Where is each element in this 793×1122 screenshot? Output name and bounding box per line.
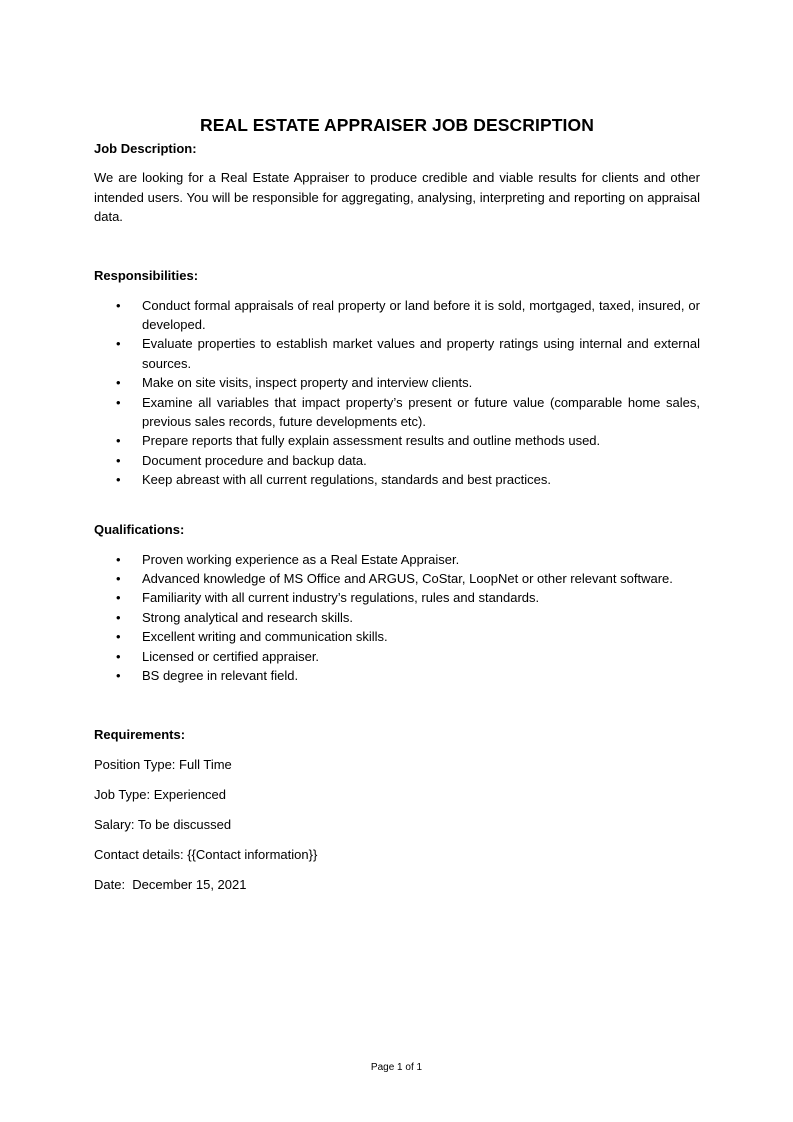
list-item — [94, 588, 700, 607]
responsibilities-section — [94, 266, 700, 490]
contact-details: Contact details: {{Contact information}} — [94, 847, 318, 863]
list-item — [94, 550, 700, 569]
requirements-heading: Requirements: — [94, 727, 186, 743]
qualifications-section — [94, 520, 700, 686]
list-item — [94, 451, 700, 470]
bullet-icon: • — [116, 551, 121, 567]
list-item — [94, 296, 700, 335]
list-item — [94, 470, 700, 489]
list-item-text: Familiarity with all current industry’s regulations, rules and standards. — [142, 590, 540, 606]
job-description-heading: Job Description: — [94, 141, 197, 156]
requirements-section — [94, 725, 700, 894]
list-item — [94, 608, 700, 627]
list-item-text: Licensed or certified appraiser. — [142, 648, 320, 664]
bullet-icon: • — [116, 297, 121, 313]
responsibilities-list — [94, 296, 700, 490]
document-body — [94, 112, 700, 894]
job-type: Job Type: Experienced — [94, 787, 227, 803]
bullet-icon: • — [116, 472, 121, 488]
list-item-text: Prepare reports that fully explain assessment results and outline methods used. — [142, 433, 601, 449]
list-item — [94, 647, 700, 666]
list-item-text: Keep abreast with all current regulations, standards and best practices. — [142, 472, 552, 488]
position-type: Position Type: Full Time — [94, 757, 232, 773]
bullet-icon: • — [116, 668, 121, 683]
document-date: Date: December 15, 2021 — [94, 877, 247, 893]
bullet-icon: • — [116, 609, 121, 625]
bullet-icon: • — [116, 648, 121, 664]
responsibilities-heading: Responsibilities: — [94, 267, 199, 283]
list-item — [94, 393, 700, 432]
list-item-text: Conduct formal appraisals of real property or land before it is sold, mortgaged, taxed, insured, or developed. — [142, 297, 700, 332]
list-item-text: Proven working experience as a Real Estate Appraiser. — [142, 551, 460, 567]
document-title: REAL ESTATE APPRAISER JOB DESCRIPTION — [200, 115, 594, 135]
bullet-icon: • — [116, 590, 121, 606]
bullet-icon: • — [116, 375, 121, 391]
list-item-text: Evaluate properties to establish market values and property ratings using internal and external sources. — [142, 336, 700, 371]
list-item — [94, 373, 700, 392]
list-item-text: Examine all variables that impact property’s present or future value (comparable home sales, previous sales records, future developments etc). — [142, 394, 700, 429]
list-item — [94, 666, 700, 685]
list-item-text: Excellent writing and communication skills. — [142, 629, 388, 645]
bullet-icon: • — [116, 570, 121, 586]
list-item — [94, 569, 700, 588]
list-item-text: Strong analytical and research skills. — [142, 609, 353, 625]
list-item — [94, 627, 700, 646]
list-item — [94, 431, 700, 450]
page-number: Page 1 of 1 — [370, 1062, 423, 1073]
list-item — [94, 334, 700, 373]
qualifications-heading: Qualifications: — [94, 521, 185, 537]
bullet-icon: • — [116, 394, 121, 410]
bullet-icon: • — [116, 629, 121, 645]
list-item-text: Advanced knowledge of MS Office and ARGUS, CoStar, LoopNet or other relevant software. — [142, 570, 673, 586]
job-description-section — [94, 139, 700, 227]
bullet-icon: • — [116, 336, 121, 352]
bullet-icon: • — [116, 452, 121, 468]
salary: Salary: To be discussed — [94, 817, 232, 833]
list-item-text: BS degree in relevant field. — [142, 668, 299, 683]
qualifications-list — [94, 550, 700, 686]
bullet-icon: • — [116, 433, 121, 449]
job-description-text: We are looking for a Real Estate Appraiser to produce credible and viable results for clients and other intended users. You will be responsible for aggregating, analysing, interpreting and reporting on appraisal data. — [94, 170, 700, 224]
list-item-text: Document procedure and backup data. — [142, 452, 367, 468]
list-item-text: Make on site visits, inspect property and interview clients. — [142, 375, 473, 391]
